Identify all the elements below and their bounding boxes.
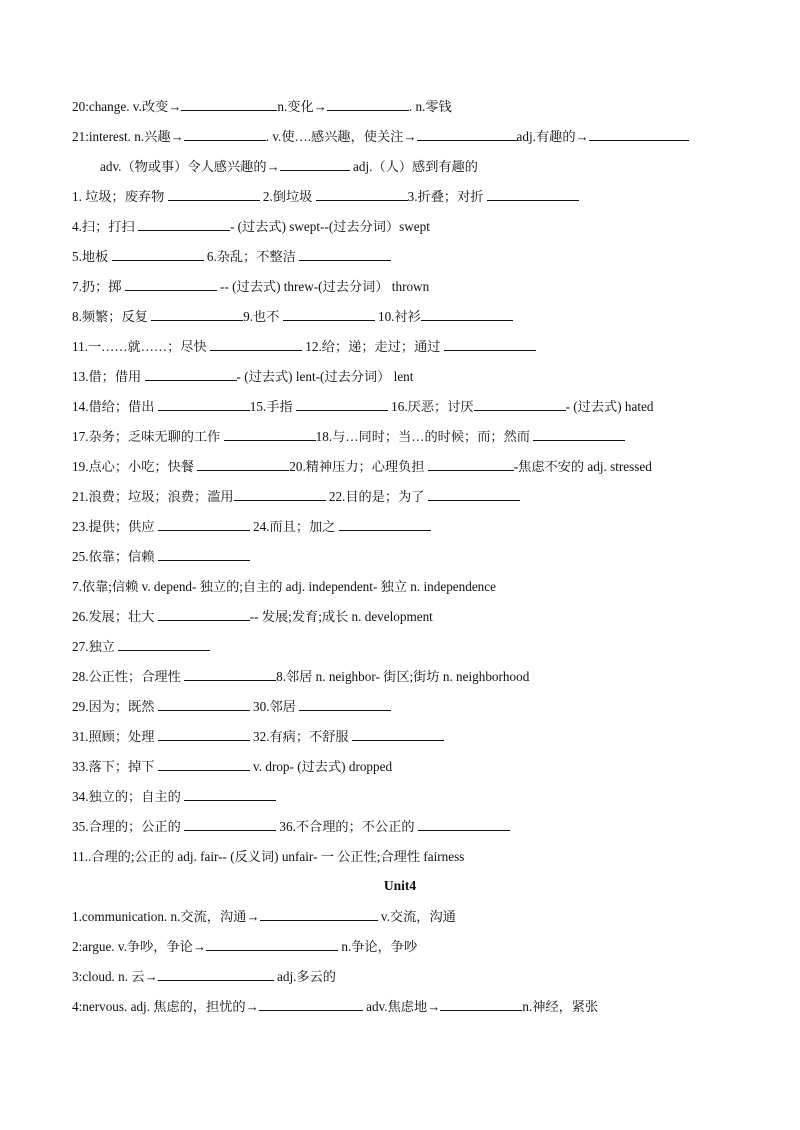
vocab-text: 7.依靠;信赖 v. depend- 独立的;自主的 adj. independent- 独立 n. independence bbox=[72, 579, 496, 594]
vocab-line bbox=[72, 458, 740, 476]
answer-blank[interactable] bbox=[197, 458, 289, 471]
vocab-text: 36.不合理的；不公正的 bbox=[276, 819, 418, 834]
answer-blank[interactable] bbox=[184, 668, 276, 681]
answer-blank[interactable] bbox=[444, 338, 536, 351]
vocab-text: 31.照顾；处理 bbox=[72, 729, 158, 744]
vocab-text: 18.与…同时；当…的时候；而；然而 bbox=[315, 429, 534, 444]
vocab-text: - (过去式) hated bbox=[565, 399, 654, 414]
vocab-line bbox=[72, 938, 740, 956]
vocab-text: 2.倒垃圾 bbox=[259, 189, 316, 204]
answer-blank[interactable] bbox=[158, 548, 250, 561]
vocab-text: 23.提供；供应 bbox=[72, 519, 158, 534]
answer-blank[interactable] bbox=[283, 308, 375, 321]
vocab-line bbox=[72, 548, 740, 566]
vocab-text: -焦虑不安的 adj. stressed bbox=[513, 459, 652, 474]
vocab-text: 27.独立 bbox=[72, 639, 119, 654]
answer-blank[interactable] bbox=[145, 368, 237, 381]
vocab-text: 20:change. v.改变→ bbox=[72, 99, 182, 114]
vocab-text: 13.借；借用 bbox=[72, 369, 145, 384]
answer-blank[interactable] bbox=[418, 818, 510, 831]
vocab-text: 26.发展；壮大 bbox=[72, 609, 158, 624]
answer-blank[interactable] bbox=[184, 128, 266, 141]
vocab-text: n.神经，紧张 bbox=[522, 999, 599, 1014]
vocab-line bbox=[72, 818, 740, 836]
vocab-text: . n.零钱 bbox=[408, 99, 452, 114]
vocab-line bbox=[72, 248, 740, 266]
vocab-text: 17.杂务；乏味无聊的工作 bbox=[72, 429, 224, 444]
answer-blank[interactable] bbox=[533, 428, 625, 441]
answer-blank[interactable] bbox=[421, 308, 513, 321]
vocab-line bbox=[72, 608, 740, 626]
answer-blank[interactable] bbox=[299, 248, 391, 261]
answer-blank[interactable] bbox=[158, 608, 250, 621]
vocab-line bbox=[72, 758, 740, 776]
vocab-text: 4:nervous. adj. 焦虑的，担忧的→ bbox=[72, 999, 259, 1014]
vocab-text: 12.给；递；走过；通过 bbox=[301, 339, 444, 354]
vocab-text: 2:argue. v.争吵，争论→ bbox=[72, 939, 207, 954]
answer-blank[interactable] bbox=[417, 128, 517, 141]
unit-heading: Unit4 bbox=[383, 878, 417, 893]
vocab-text: adv.（物或事）令人感兴趣的→ bbox=[100, 159, 280, 174]
answer-blank[interactable] bbox=[234, 488, 326, 501]
vocab-text: 11.一……就……；尽快 bbox=[72, 339, 210, 354]
vocab-line bbox=[72, 518, 740, 536]
vocab-text: 8.邻居 n. neighbor- 街区;街坊 n. neighborhood bbox=[276, 669, 530, 684]
vocab-text: 30.邻居 bbox=[249, 699, 300, 714]
vocab-text: 33.落下；掉下 bbox=[72, 759, 158, 774]
vocab-line bbox=[72, 488, 740, 506]
vocab-line bbox=[72, 278, 740, 296]
answer-blank[interactable] bbox=[210, 338, 302, 351]
answer-blank[interactable] bbox=[151, 308, 243, 321]
answer-blank[interactable] bbox=[224, 428, 316, 441]
vocab-text: 3:cloud. n. 云→ bbox=[72, 969, 158, 984]
vocab-text: 22.目的是；为了 bbox=[325, 489, 428, 504]
vocab-line bbox=[72, 668, 740, 686]
answer-blank[interactable] bbox=[589, 128, 689, 141]
answer-blank[interactable] bbox=[440, 998, 522, 1011]
answer-blank[interactable] bbox=[158, 758, 250, 771]
vocab-text: 20.精神压力；心理负担 bbox=[289, 459, 428, 474]
vocab-line bbox=[72, 968, 740, 986]
answer-blank[interactable] bbox=[158, 518, 250, 531]
answer-blank[interactable] bbox=[428, 458, 514, 471]
answer-blank[interactable] bbox=[112, 248, 204, 261]
vocab-line bbox=[72, 848, 740, 866]
answer-blank[interactable] bbox=[158, 728, 250, 741]
answer-blank[interactable] bbox=[184, 818, 276, 831]
vocab-text: 3.折叠；对折 bbox=[407, 189, 487, 204]
vocab-line bbox=[72, 908, 740, 926]
vocab-text: adj.有趣的→ bbox=[516, 129, 589, 144]
vocab-text: adj.多云的 bbox=[273, 969, 336, 984]
vocab-text: 14.借给；借出 bbox=[72, 399, 158, 414]
vocab-line bbox=[72, 578, 740, 596]
vocab-line bbox=[72, 728, 740, 746]
answer-blank[interactable] bbox=[299, 698, 391, 711]
vocab-text: 16.厌恶；讨厌 bbox=[387, 399, 474, 414]
vocab-text: 34.独立的；自主的 bbox=[72, 789, 185, 804]
answer-blank[interactable] bbox=[206, 938, 338, 951]
vocab-line bbox=[72, 788, 740, 806]
answer-blank[interactable] bbox=[296, 398, 388, 411]
answer-blank[interactable] bbox=[118, 638, 210, 651]
vocab-text: n.变化→ bbox=[277, 99, 327, 114]
answer-blank[interactable] bbox=[316, 188, 408, 201]
vocab-line bbox=[72, 998, 740, 1016]
vocab-text: adv.焦虑地→ bbox=[362, 999, 441, 1014]
vocab-text: 4.扫；打扫 bbox=[72, 219, 138, 234]
vocab-line bbox=[72, 218, 740, 236]
answer-blank[interactable] bbox=[352, 728, 444, 741]
vocab-text: 32.有病；不舒服 bbox=[249, 729, 352, 744]
answer-blank[interactable] bbox=[125, 278, 217, 291]
vocab-text: adj.（人）感到有趣的 bbox=[349, 159, 478, 174]
answer-blank[interactable] bbox=[259, 998, 363, 1011]
vocab-text: 9.也不 bbox=[243, 309, 283, 324]
answer-blank[interactable] bbox=[181, 98, 277, 111]
vocab-text: 15.手指 bbox=[249, 399, 296, 414]
vocab-text: 21.浪费；垃圾；浪费；滥用 bbox=[72, 489, 234, 504]
vocab-line bbox=[100, 158, 740, 176]
vocab-line bbox=[72, 428, 740, 446]
answer-blank[interactable] bbox=[168, 188, 260, 201]
answer-blank[interactable] bbox=[327, 98, 409, 111]
vocab-text: n.争论，争吵 bbox=[338, 939, 418, 954]
vocab-text: 6.杂乱；不整洁 bbox=[203, 249, 300, 264]
vocab-line bbox=[72, 98, 740, 116]
vocab-text: - (过去式) lent-(过去分词） lent bbox=[236, 369, 414, 384]
answer-blank[interactable] bbox=[474, 398, 566, 411]
answer-blank[interactable] bbox=[339, 518, 431, 531]
vocab-text: -- (过去式) threw-(过去分词） thrown bbox=[216, 279, 430, 294]
vocab-text: v.交流，沟通 bbox=[377, 909, 456, 924]
vocab-text: 1.communication. n.交流，沟通→ bbox=[72, 909, 260, 924]
answer-blank[interactable] bbox=[158, 398, 250, 411]
vocab-text: . v.使….感兴趣，使关注→ bbox=[265, 129, 417, 144]
vocab-line bbox=[72, 128, 740, 146]
vocab-line bbox=[72, 398, 740, 416]
vocab-line bbox=[72, 188, 740, 206]
vocab-text: 21:interest. n.兴趣→ bbox=[72, 129, 184, 144]
vocab-text: 7.扔；掷 bbox=[72, 279, 125, 294]
vocab-line bbox=[72, 308, 740, 326]
vocab-text: 5.地板 bbox=[72, 249, 112, 264]
answer-blank[interactable] bbox=[158, 698, 250, 711]
vocab-line bbox=[72, 638, 740, 656]
answer-blank[interactable] bbox=[158, 968, 274, 981]
vocab-line bbox=[72, 338, 740, 356]
vocab-text: v. drop- (过去式) dropped bbox=[249, 759, 393, 774]
vocab-text: 10.衬衫 bbox=[374, 309, 421, 324]
answer-blank[interactable] bbox=[260, 908, 378, 921]
vocab-text: 24.而且；加之 bbox=[249, 519, 339, 534]
vocab-text: 28.公正性；合理性 bbox=[72, 669, 185, 684]
vocab-text: 1. 垃圾；废弃物 bbox=[72, 189, 168, 204]
vocab-text: 25.依靠；信赖 bbox=[72, 549, 158, 564]
vocab-text: - (过去式) swept--(过去分词）swept bbox=[229, 219, 430, 234]
vocab-line bbox=[72, 368, 740, 386]
answer-blank[interactable] bbox=[428, 488, 520, 501]
answer-blank[interactable] bbox=[184, 788, 276, 801]
answer-blank[interactable] bbox=[280, 158, 350, 171]
vocab-text: 29.因为；既然 bbox=[72, 699, 158, 714]
vocab-text: 8.频繁；反复 bbox=[72, 309, 152, 324]
vocab-text: 19.点心；小吃；快餐 bbox=[72, 459, 198, 474]
vocab-line bbox=[72, 698, 740, 716]
answer-blank[interactable] bbox=[138, 218, 230, 231]
vocab-text: -- 发展;发育;成长 n. development bbox=[249, 609, 433, 624]
vocab-text: 11..合理的;公正的 adj. fair-- (反义词) unfair- 一 公正性;合理性 fairness bbox=[72, 849, 465, 864]
vocab-text: 35.合理的；公正的 bbox=[72, 819, 185, 834]
answer-blank[interactable] bbox=[487, 188, 579, 201]
